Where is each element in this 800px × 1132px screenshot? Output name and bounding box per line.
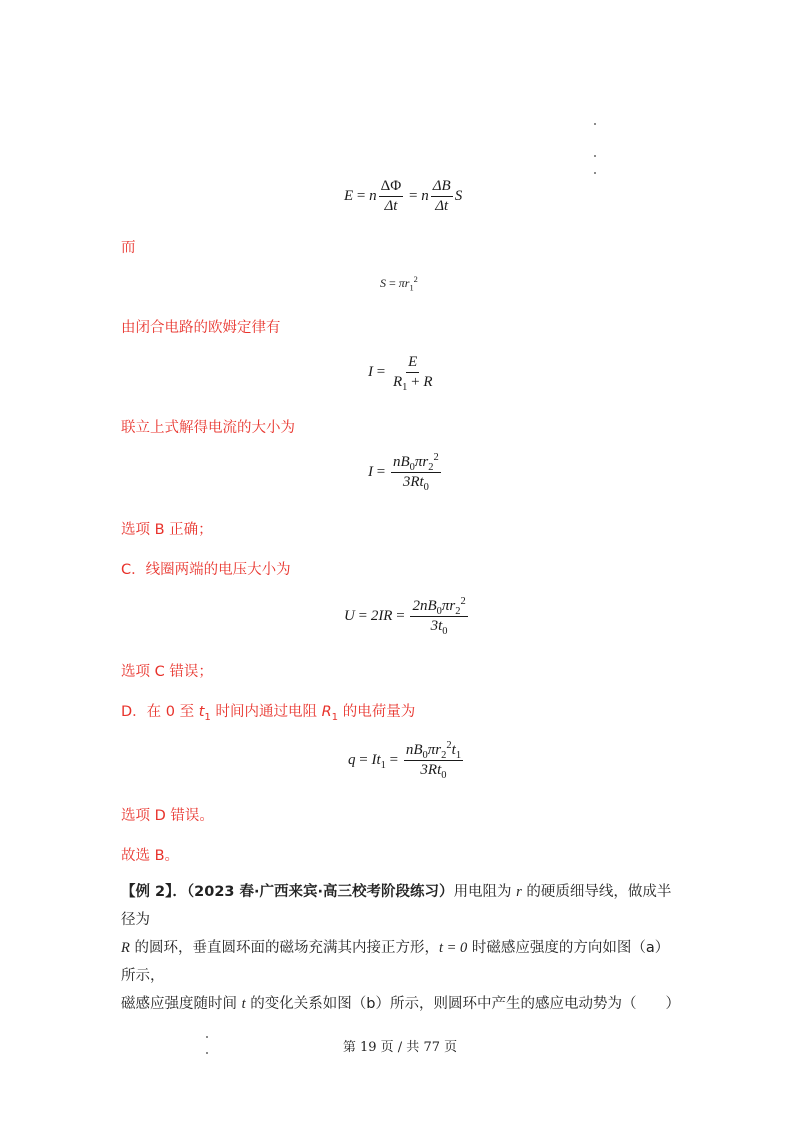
fraction-numerator: E bbox=[406, 354, 419, 373]
equation-charge: $q = It_1$ = $\frac{nB_0\pi r_2^2t_1}{3Rt_0}$ bbox=[348, 740, 462, 782]
eq-sign: = bbox=[356, 188, 366, 205]
equation-voltage: U = 2IR = $\frac{2nB_0\pi r_2^2}{3t_0}$ bbox=[344, 596, 466, 638]
equation-current: I = $\frac{E}{R_1 + R}$ bbox=[368, 354, 433, 394]
eq-symbol: n bbox=[421, 188, 429, 205]
fraction-denominator: Δt bbox=[384, 198, 398, 215]
equation-emf bbox=[344, 178, 462, 216]
example-line-3: 磁感应强度随时间 t 的变化关系如图（b）所示，则圆环中产生的感应电动势为（ ） bbox=[121, 996, 680, 1012]
fraction-numerator: $nB_0\pi r_2^2$ bbox=[392, 452, 439, 473]
equation-current-solved: I = $\frac{nB_0\pi r_2^2}{3Rt_0}$ bbox=[368, 452, 439, 494]
eq-symbol: n bbox=[369, 188, 377, 205]
decor-dot bbox=[594, 155, 596, 157]
fraction bbox=[404, 742, 463, 780]
decor-dot bbox=[594, 172, 596, 174]
fraction bbox=[391, 354, 435, 392]
text-d-wrong: 选项 D 错误。 bbox=[121, 808, 214, 824]
eq-symbol: r bbox=[404, 276, 410, 290]
fraction-denominator: Δt bbox=[435, 198, 449, 215]
fraction-denominator: $R_1 + R$ bbox=[392, 374, 433, 394]
example-2-paragraph bbox=[121, 878, 681, 1018]
fraction bbox=[410, 598, 467, 636]
fraction-numerator: $nB_0\pi r_2^2t_1$ bbox=[405, 740, 462, 761]
text-option-d: D．在 0 至 $t_1$ 时间内通过电阻 $R_1$ 的电荷量为 bbox=[121, 704, 416, 723]
text-answer: 故选 B。 bbox=[121, 848, 180, 864]
example-line-2: R 的圆环，垂直圆环面的磁场充满其内接正方形，t = 0 时磁感应强度的方向如图（a）所示， bbox=[121, 940, 670, 984]
page-number: 第 19 页 / 共 77 页 bbox=[342, 1040, 458, 1055]
equation-area: $S = \pi r_1^2$ bbox=[380, 275, 418, 293]
text-combine: 联立上式解得电流的大小为 bbox=[121, 420, 295, 436]
fraction-numerator: ΔB bbox=[431, 178, 453, 197]
fraction bbox=[379, 178, 404, 216]
eq-symbol: π bbox=[398, 276, 405, 290]
subscript: 1 bbox=[409, 283, 414, 293]
eq-symbol: I bbox=[368, 464, 373, 481]
text-b-correct: 选项 B 正确； bbox=[121, 522, 213, 538]
eq-symbol: S bbox=[454, 188, 463, 205]
eq-symbol: E bbox=[344, 188, 354, 205]
example-line-1: 【例 2】．（2023 春·广西来宾·高三校考阶段练习）用电阻为 r 的硬质细导线，做成半径为 bbox=[121, 884, 672, 928]
example-tag: 【例 2】． bbox=[121, 884, 187, 900]
fraction-denominator: $3Rt_0$ bbox=[420, 762, 447, 782]
fraction bbox=[391, 454, 441, 492]
text-ohm-law: 由闭合电路的欧姆定律有 bbox=[121, 320, 281, 336]
text-c-wrong: 选项 C 错误； bbox=[121, 664, 213, 680]
eq-sign: = bbox=[409, 188, 418, 205]
fraction bbox=[431, 178, 453, 216]
fraction-denominator: $3Rt_0$ bbox=[402, 474, 429, 494]
superscript: 2 bbox=[413, 275, 418, 284]
fraction-numerator: ΔΦ bbox=[379, 178, 404, 197]
example-source: （2023 春·广西来宾·高三校考阶段练习） bbox=[186, 884, 454, 900]
text-er: 而 bbox=[121, 240, 136, 256]
decor-dot bbox=[594, 123, 596, 125]
eq-symbol: S bbox=[380, 276, 386, 290]
fraction-numerator: $2nB_0\pi r_2^2$ bbox=[412, 596, 466, 617]
text-option-c: C．线圈两端的电压大小为 bbox=[121, 562, 291, 578]
eq-symbol: I bbox=[368, 364, 373, 381]
fraction-denominator: $3t_0$ bbox=[430, 618, 448, 638]
